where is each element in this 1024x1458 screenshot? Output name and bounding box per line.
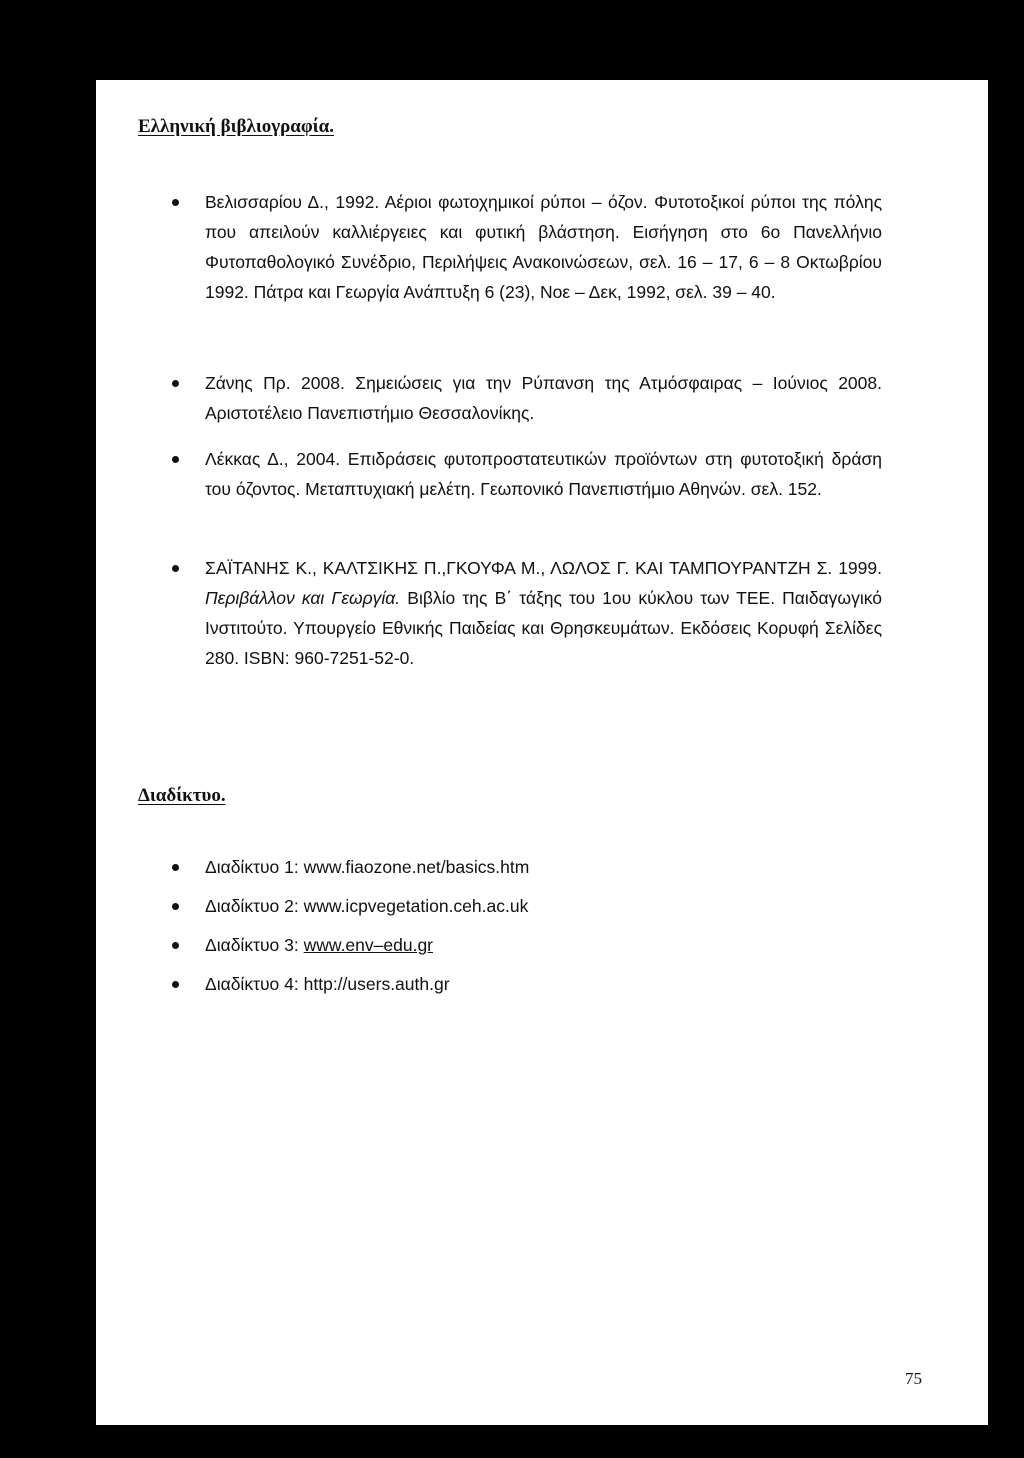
bibliography-entry-text: Λέκκας Δ., 2004. Επιδράσεις φυτοπροστατευτικών προϊόντων στη φυτοτοξική δράση του όζοντος. Μεταπτυχιακή μελέτη. Γεωπονικό Πανεπιστήμιο Αθηνών. σελ. 152. (205, 449, 882, 499)
entry-book-title: Περιβάλλον και Γεωργία. (205, 588, 401, 608)
greek-bibliography-heading: Ελληνική βιβλιογραφία. (138, 116, 334, 137)
document-page (96, 80, 988, 1425)
internet-item-label: Διαδίκτυο 4: (205, 974, 299, 994)
bullet-icon (172, 903, 179, 910)
bibliography-entry (96, 187, 988, 337)
bullet-icon (172, 199, 179, 206)
bullet-icon (172, 942, 179, 949)
internet-heading: Διαδίκτυο. (138, 785, 226, 806)
page-number: 75 (905, 1369, 922, 1388)
bibliography-entry (96, 368, 988, 428)
internet-item-label: Διαδίκτυο 3: (205, 935, 299, 955)
entry-authors-year: ΣΑΪΤΑΝΗΣ Κ., ΚΑΛΤΣΙΚΗΣ Π.,ΓΚΟΥΦΑ Μ., ΛΩΛΟΣ Γ. ΚΑΙ ΤΑΜΠΟΥΡΑΝΤΖΗ Σ. 1999. (205, 558, 882, 578)
entry-publication-details: Βιβλίο της Β΄ τάξης του 1ου κύκλου των ΤΕΕ. Παιδαγωγικό Ινστιτούτο. Υπουργείο Εθνικής Παιδείας και Θρησκευμάτων. Εκδόσεις Κορυφή Σελίδες 280. ISBN: 960-7251-52-0. (205, 588, 882, 668)
internet-item (96, 930, 988, 960)
internet-item-label: Διαδίκτυο 2: (205, 896, 299, 916)
internet-item-url[interactable]: www.fiaozone.net/basics.htm (303, 857, 530, 877)
bibliography-entry (96, 553, 988, 703)
bibliography-entry-text (205, 553, 882, 673)
bibliography-entry-text: Ζάνης Πρ. 2008. Σημειώσεις για την Ρύπανση της Ατμόσφαιρας – Ιούνιος 2008. Αριστοτέλειο Πανεπιστήμιο Θεσσαλονίκης. (205, 373, 882, 423)
internet-item (96, 852, 988, 882)
bullet-icon (172, 456, 179, 463)
bullet-icon (172, 864, 179, 871)
bullet-icon (172, 380, 179, 387)
bibliography-entry-text: Βελισσαρίου Δ., 1992. Αέριοι φωτοχημικοί ρύποι – όζον. Φυτοτοξικοί ρύποι της πόλης που απειλούν καλλιέργειες και φυτική βλάστηση. Εισήγηση στο 6ο Πανελλήνιο Φυτοπαθολογικό Συνέδριο, Περιλήψεις Ανακοινώσεων, σελ. 16 – 17, 6 – 8 Οκτωβρίου 1992. Πάτρα και Γεωργία Ανάπτυξη 6 (23), Νοε – Δεκ, 1992, σελ. 39 – 40. (205, 192, 882, 302)
internet-item-url[interactable]: www.env–edu.gr (303, 935, 434, 955)
bullet-icon (172, 565, 179, 572)
bullet-icon (172, 981, 179, 988)
internet-item-url[interactable]: www.icpvegetation.ceh.ac.uk (303, 896, 529, 916)
internet-item (96, 969, 988, 999)
internet-item (96, 891, 988, 921)
internet-item-label: Διαδίκτυο 1: (205, 857, 299, 877)
bibliography-entry (96, 444, 988, 534)
internet-item-url[interactable]: http://users.auth.gr (303, 974, 450, 994)
